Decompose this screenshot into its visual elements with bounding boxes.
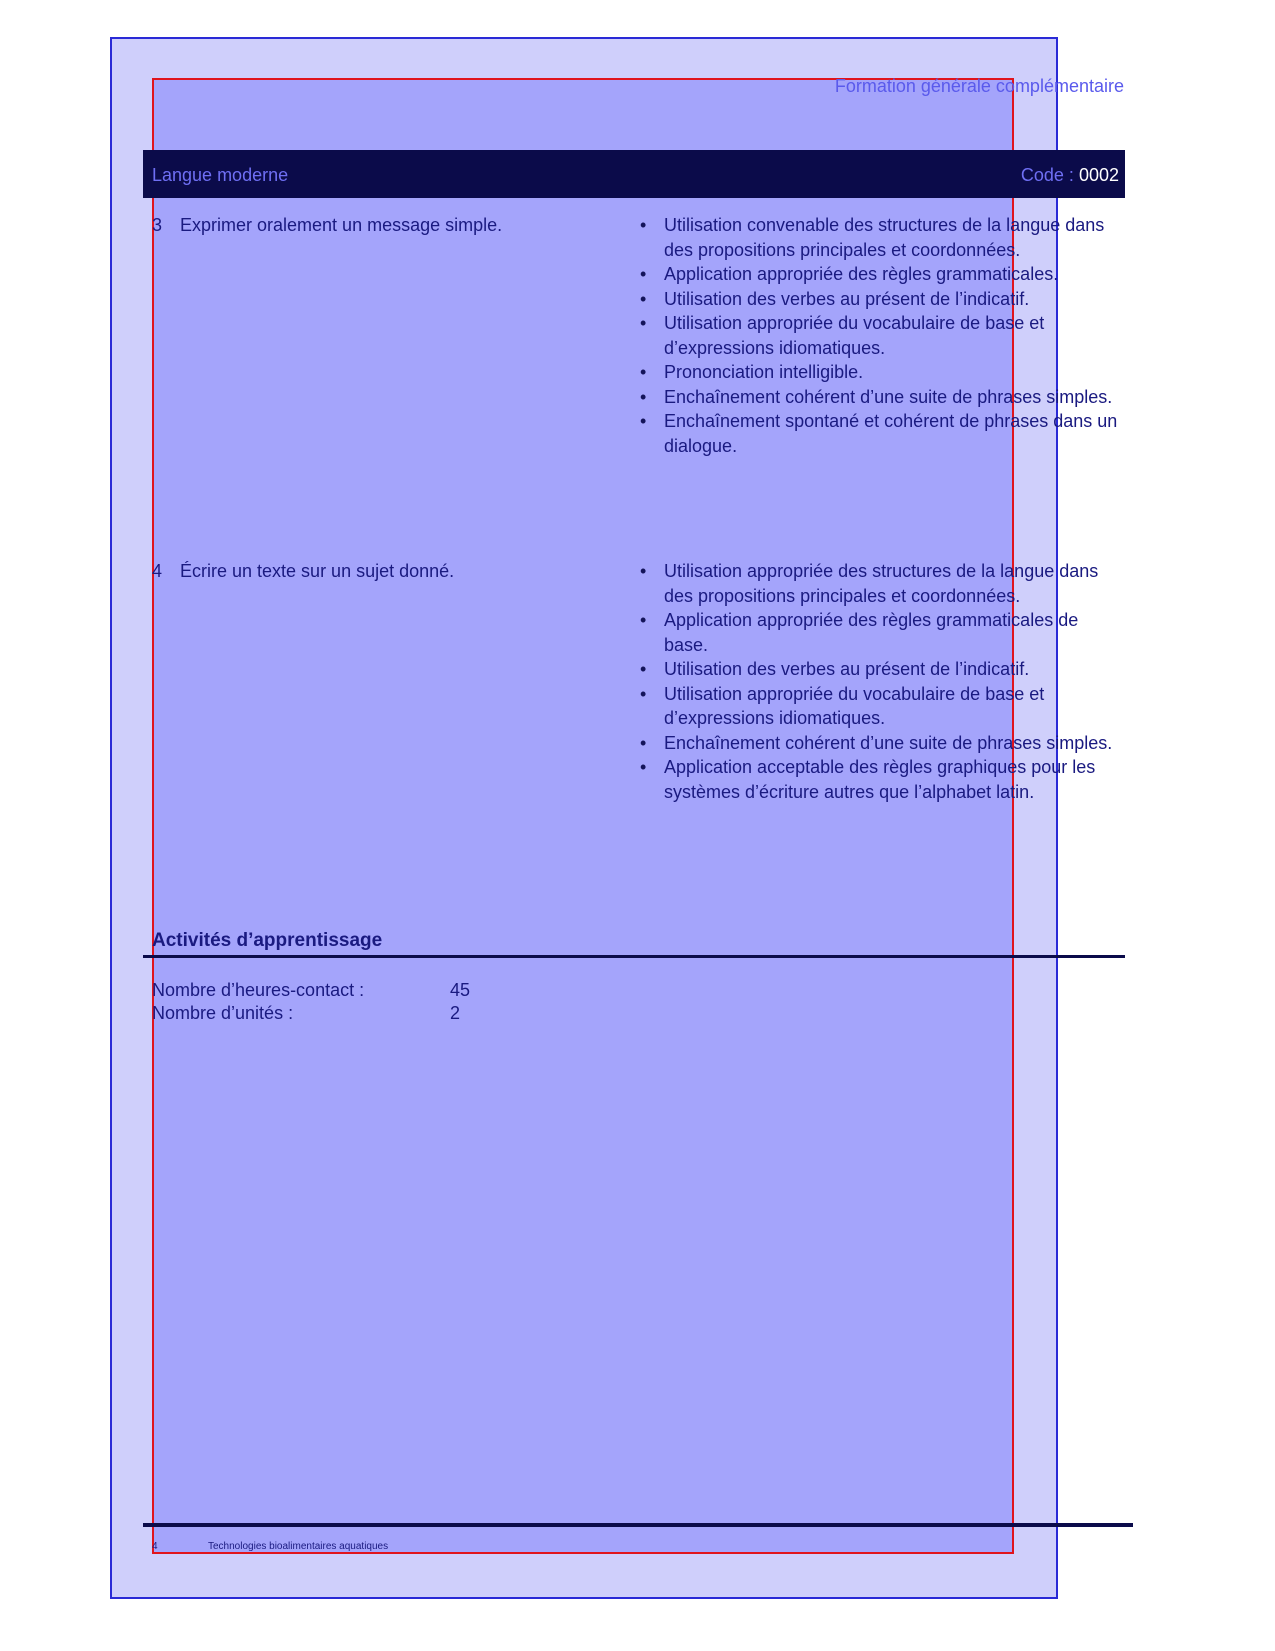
criterion-item: • Prononciation intelligible. <box>640 360 1120 385</box>
course-code-value: 0002 <box>1078 165 1119 185</box>
subject-title: Langue moderne <box>152 165 289 185</box>
criterion-item: • Application appropriée des règles grammaticales de base. <box>640 608 1120 657</box>
contact-hours-label: Nombre d’heures-contact : <box>152 980 365 1000</box>
contact-hours-value: 45 <box>450 980 471 1000</box>
criterion-item: • Utilisation appropriée des structures de la langue dans des propositions principales et coordonnées. <box>640 559 1120 608</box>
criterion-item: • Utilisation appropriée du vocabulaire de base et d’expressions idiomatiques. <box>640 682 1120 731</box>
activities-heading: Activités d’apprentissage <box>152 930 383 951</box>
course-code-label: Code : <box>1020 165 1074 185</box>
page-number: 4 <box>152 1541 158 1552</box>
section-divider <box>143 955 1125 958</box>
criterion-item: • Enchaînement cohérent d’une suite de phrases simples. <box>640 385 1120 410</box>
competency-3 <box>152 214 502 236</box>
criterion-item: • Utilisation des verbes au présent de l’indicatif. <box>640 657 1120 682</box>
competency-4 <box>152 560 454 582</box>
course-code <box>1021 165 1119 185</box>
page-footer <box>152 1541 388 1553</box>
footer-divider <box>143 1523 1133 1527</box>
criterion-item: • Utilisation des verbes au présent de l’indicatif. <box>640 287 1120 312</box>
criterion-item: • Enchaînement cohérent d’une suite de phrases simples. <box>640 731 1120 756</box>
criteria-list-4 <box>640 559 1120 804</box>
criterion-item: • Application acceptable des règles graphiques pour les systèmes d’écriture autres que l’alphabet latin. <box>640 755 1120 804</box>
units-value: 2 <box>450 1003 461 1023</box>
criteria-list-3 <box>640 213 1120 458</box>
competency-statement: Écrire un texte sur un sujet donné. <box>180 561 455 581</box>
competency-statement: Exprimer oralement un message simple. <box>180 215 503 235</box>
units-label: Nombre d’unités : <box>152 1003 294 1023</box>
competency-number: 3 <box>152 215 163 235</box>
units-row <box>152 1002 460 1024</box>
program-name: Technologies bioalimentaires aquatiques <box>208 1541 389 1552</box>
criterion-item: • Utilisation convenable des structures de la langue dans des propositions principales et coordonnées. <box>640 213 1120 262</box>
competency-number: 4 <box>152 561 163 581</box>
title-bar <box>143 150 1125 198</box>
criterion-item: • Utilisation appropriée du vocabulaire de base et d’expressions idiomatiques. <box>640 311 1120 360</box>
contact-hours-row <box>152 979 470 1001</box>
criterion-item: • Application appropriée des règles grammaticales. <box>640 262 1120 287</box>
running-header: Formation générale complémentaire <box>834 76 1124 96</box>
criterion-item: • Enchaînement spontané et cohérent de phrases dans un dialogue. <box>640 409 1120 458</box>
